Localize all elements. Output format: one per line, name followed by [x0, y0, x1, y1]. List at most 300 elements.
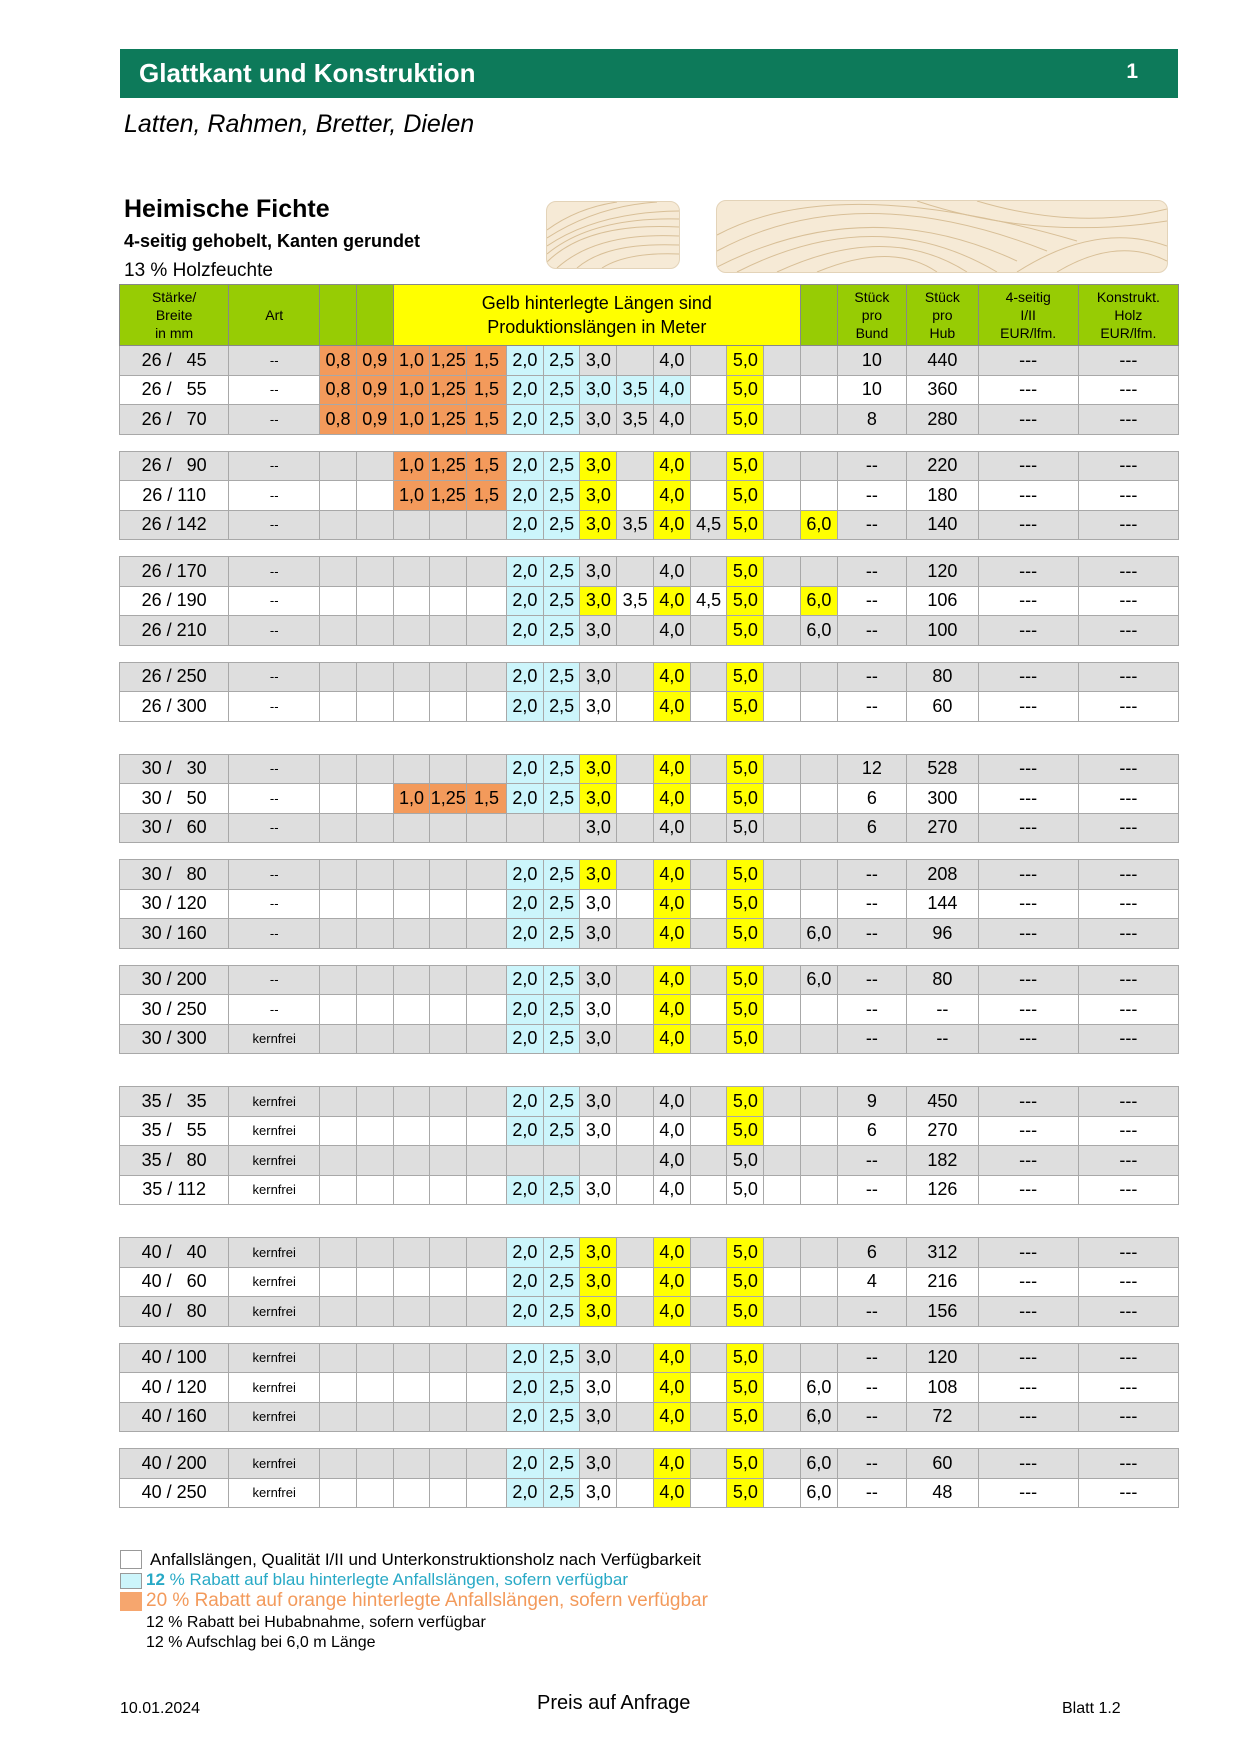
length-cell	[690, 1146, 727, 1176]
length-cell	[617, 557, 654, 587]
length-cell	[764, 557, 801, 587]
length-cell	[467, 995, 507, 1025]
pieces-per-lift-cell: 450	[907, 1087, 978, 1117]
length-cell	[467, 1024, 507, 1054]
pieces-per-bundle-cell: --	[837, 860, 906, 890]
length-cell: 2,0	[506, 1343, 543, 1373]
quality-price-cell: ---	[978, 1402, 1078, 1432]
table-row	[120, 919, 1179, 949]
dimension-cell: 26 / 250	[120, 662, 229, 692]
quality-price-cell: ---	[978, 375, 1078, 405]
length-cell	[320, 1175, 357, 1205]
length-cell	[690, 481, 727, 511]
length-cell	[467, 586, 507, 616]
length-cell	[430, 662, 467, 692]
length-cell	[356, 754, 393, 784]
table-row	[120, 1478, 1179, 1508]
length-cell	[800, 860, 837, 890]
pieces-per-lift-cell: 80	[907, 662, 978, 692]
length-cell: 4,0	[653, 616, 690, 646]
quality-price-cell: ---	[978, 1343, 1078, 1373]
length-cell: 5,0	[727, 1343, 764, 1373]
type-cell: kernfrei	[229, 1402, 320, 1432]
length-cell: 2,0	[506, 616, 543, 646]
length-cell: 4,0	[653, 405, 690, 435]
length-cell	[690, 965, 727, 995]
length-cell	[690, 1238, 727, 1268]
length-cell	[617, 1449, 654, 1479]
length-cell: 1,0	[393, 375, 430, 405]
length-cell: 2,0	[506, 405, 543, 435]
length-cell	[467, 662, 507, 692]
length-cell: 4,0	[653, 662, 690, 692]
length-cell	[800, 481, 837, 511]
pieces-per-bundle-cell: --	[837, 919, 906, 949]
type-cell: --	[229, 662, 320, 692]
length-cell: 3,0	[580, 1175, 617, 1205]
length-cell: 2,0	[506, 481, 543, 511]
pieces-per-bundle-cell: --	[837, 965, 906, 995]
length-cell	[430, 813, 467, 843]
length-cell: 1,25	[430, 451, 467, 481]
length-cell: 5,0	[727, 889, 764, 919]
length-cell	[320, 860, 357, 890]
length-cell	[617, 1402, 654, 1432]
construction-price-cell: ---	[1078, 557, 1178, 587]
pieces-per-lift-cell: 48	[907, 1478, 978, 1508]
construction-price-cell: ---	[1078, 1297, 1178, 1327]
length-cell: 5,0	[727, 375, 764, 405]
length-cell: 2,5	[543, 784, 580, 814]
length-cell	[393, 1175, 430, 1205]
length-cell	[690, 1087, 727, 1117]
length-cell	[356, 1267, 393, 1297]
length-cell: 2,5	[543, 451, 580, 481]
length-cell: 3,0	[580, 1373, 617, 1403]
length-cell	[393, 860, 430, 890]
type-cell: kernfrei	[229, 1116, 320, 1146]
length-cell	[467, 1116, 507, 1146]
length-cell: 4,0	[653, 784, 690, 814]
length-cell	[800, 375, 837, 405]
length-cell: 4,0	[653, 1146, 690, 1176]
length-cell	[764, 1175, 801, 1205]
length-cell	[320, 1343, 357, 1373]
length-cell	[430, 995, 467, 1025]
construction-price-cell: ---	[1078, 346, 1178, 376]
dimension-cell: 35 / 35	[120, 1087, 229, 1117]
length-cell	[430, 1175, 467, 1205]
length-cell	[430, 510, 467, 540]
length-cell: 2,5	[543, 662, 580, 692]
length-cell: 2,0	[506, 586, 543, 616]
length-cell	[467, 919, 507, 949]
quality-price-cell: ---	[978, 1449, 1078, 1479]
length-cell	[764, 375, 801, 405]
dimension-cell: 40 / 250	[120, 1478, 229, 1508]
length-cell	[800, 1297, 837, 1327]
length-cell: 3,0	[580, 346, 617, 376]
length-cell	[320, 481, 357, 511]
length-cell: 6,0	[800, 1449, 837, 1479]
type-cell: kernfrei	[229, 1297, 320, 1327]
length-cell: 2,5	[543, 919, 580, 949]
legend-white-text: Anfallslängen, Qualität I/II und Unterkonstruktionsholz nach Verfügbarkeit	[150, 1550, 701, 1569]
length-cell	[467, 1373, 507, 1403]
length-cell	[690, 405, 727, 435]
length-cell	[800, 557, 837, 587]
length-cell	[320, 784, 357, 814]
length-cell: 2,0	[506, 375, 543, 405]
length-cell	[393, 1449, 430, 1479]
pieces-per-bundle-cell: --	[837, 1449, 906, 1479]
length-cell: 3,0	[580, 919, 617, 949]
quality-price-cell: ---	[978, 662, 1078, 692]
table-row	[120, 1116, 1179, 1146]
length-cell: 4,0	[653, 1449, 690, 1479]
length-cell	[393, 616, 430, 646]
header-type: Art	[229, 285, 320, 346]
length-cell: 4,0	[653, 451, 690, 481]
construction-price-cell: ---	[1078, 616, 1178, 646]
length-cell	[690, 860, 727, 890]
type-cell: kernfrei	[229, 1267, 320, 1297]
quality-price-cell: ---	[978, 1267, 1078, 1297]
length-cell: 2,0	[506, 889, 543, 919]
length-cell: 5,0	[727, 692, 764, 722]
pieces-per-bundle-cell: 12	[837, 754, 906, 784]
length-cell	[617, 1267, 654, 1297]
length-cell	[617, 451, 654, 481]
length-cell: 6,0	[800, 1402, 837, 1432]
length-cell: 4,0	[653, 557, 690, 587]
length-cell: 3,0	[580, 510, 617, 540]
length-cell	[690, 1402, 727, 1432]
pieces-per-lift-cell: 144	[907, 889, 978, 919]
length-cell: 2,0	[506, 1267, 543, 1297]
length-cell	[430, 1478, 467, 1508]
pieces-per-bundle-cell: --	[837, 1146, 906, 1176]
dimension-cell: 30 / 80	[120, 860, 229, 890]
length-cell: 2,5	[543, 1373, 580, 1403]
length-cell: 1,0	[393, 784, 430, 814]
length-cell	[800, 995, 837, 1025]
group-spacer	[120, 645, 1179, 662]
pieces-per-bundle-cell: --	[837, 889, 906, 919]
table-row	[120, 1449, 1179, 1479]
quality-price-cell: ---	[978, 1146, 1078, 1176]
length-cell	[393, 1024, 430, 1054]
length-cell: 5,0	[727, 557, 764, 587]
length-cell: 4,0	[653, 1478, 690, 1508]
length-cell	[356, 1449, 393, 1479]
length-cell: 5,0	[727, 481, 764, 511]
type-cell: kernfrei	[229, 1146, 320, 1176]
table-row	[120, 1087, 1179, 1117]
dimension-cell: 30 / 300	[120, 1024, 229, 1054]
length-cell: 3,0	[580, 1343, 617, 1373]
length-cell: 1,0	[393, 346, 430, 376]
dimension-cell: 40 / 100	[120, 1343, 229, 1373]
pieces-per-lift-cell: 100	[907, 616, 978, 646]
length-cell	[764, 510, 801, 540]
length-cell	[690, 1343, 727, 1373]
length-cell	[356, 784, 393, 814]
length-cell	[356, 616, 393, 646]
header-dimension: Stärke/ Breite in mm	[120, 285, 229, 346]
length-cell	[467, 965, 507, 995]
construction-price-cell: ---	[1078, 662, 1178, 692]
length-cell: 2,0	[506, 995, 543, 1025]
length-cell	[764, 692, 801, 722]
construction-price-cell: ---	[1078, 1175, 1178, 1205]
table-row	[120, 813, 1179, 843]
length-cell: 3,0	[580, 889, 617, 919]
length-cell	[690, 1478, 727, 1508]
length-cell	[800, 662, 837, 692]
length-cell: 3,0	[580, 1116, 617, 1146]
length-cell: 3,0	[580, 813, 617, 843]
length-cell: 5,0	[727, 1175, 764, 1205]
legend-blue-percent: 12	[146, 1570, 165, 1589]
length-cell	[430, 860, 467, 890]
length-cell	[800, 1087, 837, 1117]
table-row	[120, 346, 1179, 376]
quality-price-cell: ---	[978, 965, 1078, 995]
length-cell	[467, 1343, 507, 1373]
length-cell	[617, 754, 654, 784]
group-spacer	[120, 1054, 1179, 1087]
pieces-per-bundle-cell: --	[837, 1175, 906, 1205]
length-cell	[320, 451, 357, 481]
length-cell: 2,0	[506, 662, 543, 692]
pieces-per-lift-cell: 182	[907, 1146, 978, 1176]
length-cell	[617, 346, 654, 376]
length-cell	[617, 919, 654, 949]
length-cell	[320, 1402, 357, 1432]
length-cell	[764, 1343, 801, 1373]
length-cell	[430, 754, 467, 784]
table-row	[120, 375, 1179, 405]
length-cell	[467, 557, 507, 587]
length-cell: 5,0	[727, 405, 764, 435]
length-cell	[764, 995, 801, 1025]
length-cell: 2,0	[506, 1238, 543, 1268]
quality-price-cell: ---	[978, 616, 1078, 646]
type-cell: --	[229, 995, 320, 1025]
length-cell: 2,5	[543, 405, 580, 435]
length-cell	[320, 1116, 357, 1146]
length-cell	[690, 375, 727, 405]
length-cell: 2,5	[543, 616, 580, 646]
length-cell: 0,8	[320, 375, 357, 405]
dimension-cell: 40 / 80	[120, 1297, 229, 1327]
length-cell: 1,25	[430, 481, 467, 511]
length-cell: 5,0	[727, 662, 764, 692]
length-cell	[800, 1175, 837, 1205]
section-subtitle: 4-seitig gehobelt, Kanten gerundet	[124, 231, 421, 251]
length-cell: 3,0	[580, 1478, 617, 1508]
table-row	[120, 692, 1179, 722]
quality-price-cell: ---	[978, 692, 1078, 722]
type-cell: kernfrei	[229, 1238, 320, 1268]
length-cell	[764, 616, 801, 646]
length-cell	[320, 1478, 357, 1508]
length-cell: 5,0	[727, 1116, 764, 1146]
pieces-per-bundle-cell: --	[837, 1343, 906, 1373]
length-cell	[467, 1449, 507, 1479]
type-cell: kernfrei	[229, 1175, 320, 1205]
length-cell: 2,5	[543, 586, 580, 616]
table-row	[120, 860, 1179, 890]
length-cell: 1,5	[467, 784, 507, 814]
length-cell	[356, 1116, 393, 1146]
legend-blue-label: % Rabatt auf blau hinterlegte Anfallslängen, sofern verfügbar	[164, 1570, 628, 1589]
length-cell: 5,0	[727, 1087, 764, 1117]
footer-date: 10.01.2024	[120, 1700, 201, 1717]
length-cell: 2,0	[506, 965, 543, 995]
length-cell	[764, 1267, 801, 1297]
length-cell: 2,0	[506, 784, 543, 814]
length-cell	[320, 557, 357, 587]
length-cell: 1,0	[393, 481, 430, 511]
type-cell: --	[229, 586, 320, 616]
length-cell: 2,5	[543, 860, 580, 890]
type-cell: --	[229, 919, 320, 949]
group-spacer	[120, 843, 1179, 860]
length-cell	[800, 889, 837, 919]
length-cell: 2,5	[543, 510, 580, 540]
length-cell	[356, 889, 393, 919]
group-spacer	[120, 1432, 1179, 1449]
length-cell	[393, 1373, 430, 1403]
length-cell	[356, 692, 393, 722]
length-cell: 3,0	[580, 1238, 617, 1268]
length-cell	[430, 557, 467, 587]
length-cell	[320, 995, 357, 1025]
length-cell	[690, 616, 727, 646]
length-cell: 4,0	[653, 510, 690, 540]
length-cell: 2,0	[506, 1116, 543, 1146]
length-cell: 5,0	[727, 1297, 764, 1327]
page-title: Glattkant und Konstruktion	[139, 58, 476, 88]
length-cell	[617, 1297, 654, 1327]
table-row	[120, 1402, 1179, 1432]
construction-price-cell: ---	[1078, 813, 1178, 843]
length-cell	[764, 586, 801, 616]
pieces-per-lift-cell: --	[907, 1024, 978, 1054]
length-cell	[320, 616, 357, 646]
table-row	[120, 1267, 1179, 1297]
length-cell	[764, 1146, 801, 1176]
dimension-cell: 35 / 112	[120, 1175, 229, 1205]
length-cell	[800, 1343, 837, 1373]
length-cell	[690, 995, 727, 1025]
length-cell	[617, 616, 654, 646]
length-cell: 2,0	[506, 1373, 543, 1403]
length-cell	[617, 889, 654, 919]
construction-price-cell: ---	[1078, 919, 1178, 949]
length-cell	[356, 510, 393, 540]
length-cell: 4,0	[653, 1175, 690, 1205]
length-cell: 5,0	[727, 616, 764, 646]
length-cell: 5,0	[727, 1402, 764, 1432]
legend-orange-box	[120, 1592, 142, 1611]
length-cell	[393, 510, 430, 540]
pieces-per-lift-cell: 140	[907, 510, 978, 540]
length-cell	[617, 1175, 654, 1205]
length-cell	[356, 1343, 393, 1373]
length-cell	[430, 1297, 467, 1327]
section-moisture: 13 % Holzfeuchte	[124, 260, 273, 281]
length-cell	[393, 1238, 430, 1268]
length-cell	[690, 1297, 727, 1327]
length-cell	[393, 692, 430, 722]
length-cell: 6,0	[800, 586, 837, 616]
length-cell	[690, 692, 727, 722]
length-cell: 4,5	[690, 510, 727, 540]
header-quality-price: 4-seitig I/II EUR/lfm.	[978, 285, 1078, 346]
pieces-per-lift-cell: 120	[907, 557, 978, 587]
length-cell: 4,0	[653, 375, 690, 405]
pieces-per-lift-cell: 360	[907, 375, 978, 405]
dimension-cell: 26 / 90	[120, 451, 229, 481]
length-cell: 2,0	[506, 557, 543, 587]
length-cell: 2,5	[543, 1024, 580, 1054]
length-cell	[690, 1267, 727, 1297]
legend-hub-text: 12 % Rabatt bei Hubabnahme, sofern verfügbar	[146, 1614, 486, 1631]
pieces-per-lift-cell: 528	[907, 754, 978, 784]
length-cell: 5,0	[727, 586, 764, 616]
pieces-per-bundle-cell: 8	[837, 405, 906, 435]
length-cell: 4,5	[690, 586, 727, 616]
length-cell: 5,0	[727, 510, 764, 540]
pieces-per-lift-cell: --	[907, 995, 978, 1025]
construction-price-cell: ---	[1078, 1024, 1178, 1054]
length-cell: 3,0	[580, 1402, 617, 1432]
table-row	[120, 995, 1179, 1025]
table-row	[120, 1373, 1179, 1403]
pieces-per-bundle-cell: --	[837, 1402, 906, 1432]
length-cell	[617, 1116, 654, 1146]
table-row	[120, 889, 1179, 919]
pieces-per-bundle-cell: --	[837, 1024, 906, 1054]
quality-price-cell: ---	[978, 557, 1078, 587]
length-cell	[764, 1478, 801, 1508]
length-cell: 4,0	[653, 1267, 690, 1297]
header-blank	[320, 285, 357, 346]
quality-price-cell: ---	[978, 1116, 1078, 1146]
length-cell	[430, 919, 467, 949]
title-bar	[120, 49, 1178, 98]
pieces-per-lift-cell: 106	[907, 586, 978, 616]
length-cell	[800, 692, 837, 722]
quality-price-cell: ---	[978, 510, 1078, 540]
length-cell	[320, 1238, 357, 1268]
construction-price-cell: ---	[1078, 586, 1178, 616]
construction-price-cell: ---	[1078, 405, 1178, 435]
length-cell	[617, 1238, 654, 1268]
length-cell: 3,0	[580, 965, 617, 995]
length-cell	[467, 754, 507, 784]
construction-price-cell: ---	[1078, 784, 1178, 814]
pieces-per-lift-cell: 180	[907, 481, 978, 511]
type-cell: --	[229, 481, 320, 511]
construction-price-cell: ---	[1078, 1402, 1178, 1432]
quality-price-cell: ---	[978, 1478, 1078, 1508]
length-cell	[543, 813, 580, 843]
length-cell	[430, 616, 467, 646]
